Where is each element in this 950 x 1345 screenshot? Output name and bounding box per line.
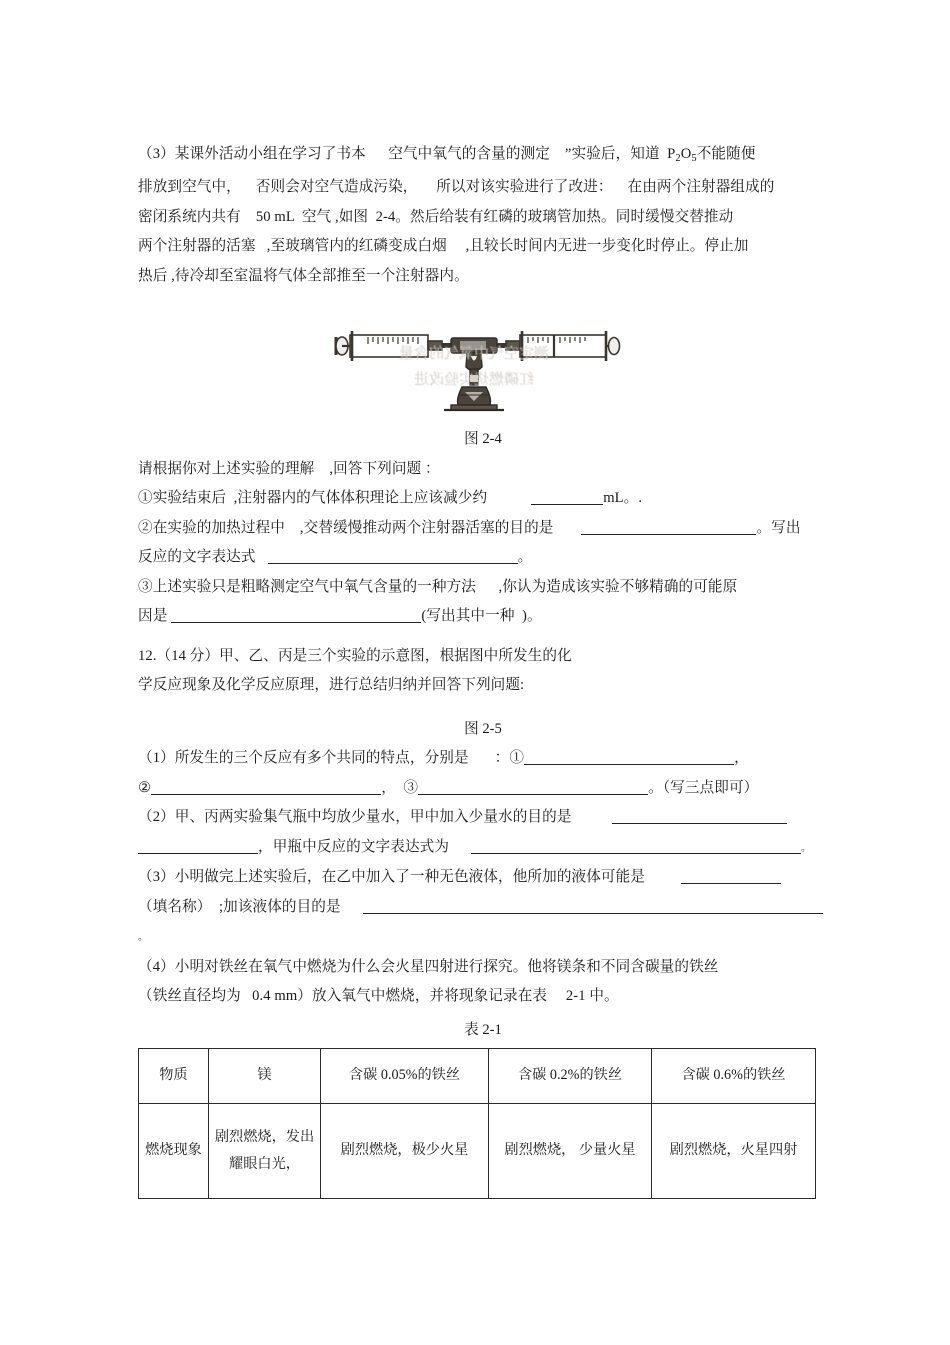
figure-2-4-caption: 图 2-4	[464, 431, 502, 448]
table-cell-magnesium: 剧烈燃烧，发出耀眼白光，	[209, 1103, 321, 1198]
item3-text-c: (写出其中一种 )。	[421, 608, 542, 625]
document-body	[138, 140, 828, 1199]
figure-2-4	[138, 313, 828, 423]
q12-1-text-a: （1）所发生的三个反应有多个共同的特点，分别是	[138, 750, 469, 767]
question-3-item-1	[138, 484, 828, 514]
question-12-line-2: 学反应现象及化学反应原理，进行总结归纳并回答下列问题:	[138, 677, 525, 694]
table-cell-carbon-06: 剧烈燃烧，火星四射	[652, 1103, 816, 1198]
q12-3-blank-1[interactable]	[681, 870, 781, 884]
item2-blank-2[interactable]	[268, 550, 518, 564]
figure-2-4-inner	[324, 313, 624, 423]
question-12-item-2	[138, 803, 828, 833]
table-header-cell-1: 镁	[209, 1048, 321, 1103]
table-row-label: 燃烧现象	[139, 1103, 209, 1198]
q12-3-text-a: （3）小明做完上述实验后，在乙中加入了一种无色液体，他所加的液体可能是	[138, 869, 645, 886]
question-12-item-4: （4）小明对铁丝在氧气中燃烧为什么会火星四射进行探究。他将镁条和不同含碳量的铁丝	[138, 958, 719, 975]
q3-text-b: O	[680, 146, 692, 162]
table-row	[139, 1103, 816, 1198]
question-12-item-1	[138, 744, 828, 774]
table-header-row	[139, 1048, 816, 1103]
q12-1-text-f: 。（写三点即可）	[648, 779, 759, 796]
question-3-line-3: 密闭系统内共有 50 mL 空气 ,如图 2-4。然后给装有红磷的玻璃管加热。同时缓慢交替推动	[138, 208, 734, 225]
table-cell-carbon-005: 剧烈燃烧，极少火星	[321, 1103, 489, 1198]
question-12-item-1-cont	[138, 774, 828, 804]
q12-2-blank-2[interactable]	[138, 840, 258, 854]
table-header-cell-3: 含碳 0.2%的铁丝	[489, 1048, 652, 1103]
item1-blank[interactable]	[531, 491, 603, 505]
p2o5-subscript-2: 2	[675, 152, 681, 164]
figure-2-5-caption: 图 2-5	[464, 720, 502, 737]
question-3-line-1	[138, 140, 828, 173]
question-12-item-3-cont	[138, 893, 828, 953]
question-12-item-3	[138, 863, 828, 893]
q12-1-text-d: ②	[138, 779, 152, 796]
question-3-item-3: ③上述实验只是粗略测定空气中氧气含量的一种方法 ,你认为造成该实验不够精确的可能原	[138, 578, 738, 595]
table-2-1	[138, 1048, 816, 1199]
question-3-line-4: 两个注射器的活塞 ,至玻璃管内的红磷变成白烟 ,且较长时间内无进一步变化时停止。停止加	[138, 238, 749, 255]
q12-3-blank-2[interactable]	[363, 900, 823, 914]
item2-text-b: 。写出	[756, 519, 801, 536]
item3-blank[interactable]	[171, 609, 421, 623]
table-2-1-caption: 表 2-1	[464, 1021, 502, 1038]
table-header-cell-4: 含碳 0.6%的铁丝	[652, 1048, 816, 1103]
table-header-cell-2: 含碳 0.05%的铁丝	[321, 1048, 489, 1103]
question-12-item-4-cont: （铁丝直径均为 0.4 mm）放入氧气中燃烧，并将现象记录在表 2-1 中。	[138, 988, 619, 1005]
question-3-item-2	[138, 514, 828, 544]
q12-2-blank-3[interactable]	[471, 840, 801, 854]
question-3-item-3-cont	[138, 602, 828, 632]
item2-blank-1[interactable]	[581, 521, 756, 535]
item3-text-b: 因是	[138, 608, 168, 625]
q12-3-text-c: 。	[138, 932, 149, 944]
q12-2-text-b: ，甲瓶中反应的文字表达式为	[258, 838, 450, 855]
q12-2-text-a: （2）甲、丙两实验集气瓶中均放少量水，甲中加入少量水的目的是	[138, 809, 572, 826]
question-3-item-2-cont	[138, 543, 828, 573]
question-12-item-2-cont	[138, 833, 828, 864]
answer-prompt: 请根据你对上述实验的理解 ,回答下列问题 ：	[138, 460, 440, 477]
q12-1-text-c: ，	[734, 750, 749, 767]
item1-text-b: mL。.	[603, 490, 643, 507]
question-3-line-2: 排放到空气中， 否则会对空气造成污染， 所以对该实验进行了改进： 在由两个注射器组成的	[138, 179, 775, 196]
q12-1-blank-2[interactable]	[151, 781, 381, 795]
table-cell-carbon-02: 剧烈燃烧， 少量火星	[489, 1103, 652, 1198]
question-3-line-5: 热后 ,待冷却至室温将气体全部推至一个注射器内。	[138, 267, 469, 284]
item2-text-c: 反应的文字表达式	[138, 549, 256, 566]
q12-1-blank-3[interactable]	[418, 781, 648, 795]
item1-text-a: ①实验结束后 ,注射器内的气体体积理论上应该减少约	[138, 490, 488, 507]
q3-text-a: （3）某课外活动小组在学习了书本 空气中氧气的含量的测定 ”实验后，知道 P	[138, 146, 676, 162]
q12-2-text-c: 。	[801, 842, 812, 854]
q12-1-blank-1[interactable]	[524, 751, 734, 765]
item2-text-a: ②在实验的加热过程中 ,交替缓慢推动两个注射器活塞的目的是	[138, 519, 554, 536]
table-header-cell-0: 物质	[139, 1048, 209, 1103]
question-12-line-1: 12.（14 分）甲、乙、丙是三个实验的示意图，根据图中所发生的化	[138, 647, 572, 664]
q12-1-text-b: ：①	[494, 750, 525, 767]
page-bleed-ghost-text: 测定空气中氧气的含量 红磷燃烧实验改进	[399, 346, 550, 389]
item2-text-d: 。	[517, 549, 533, 566]
q3-text-c: 不能随便	[696, 146, 756, 162]
q12-2-blank-1[interactable]	[612, 810, 787, 824]
q12-1-text-e: ， ③	[381, 779, 419, 796]
q12-3-text-b: （填名称） ;加该液体的目的是	[138, 898, 341, 915]
p2o5-subscript-5: 5	[691, 152, 697, 164]
